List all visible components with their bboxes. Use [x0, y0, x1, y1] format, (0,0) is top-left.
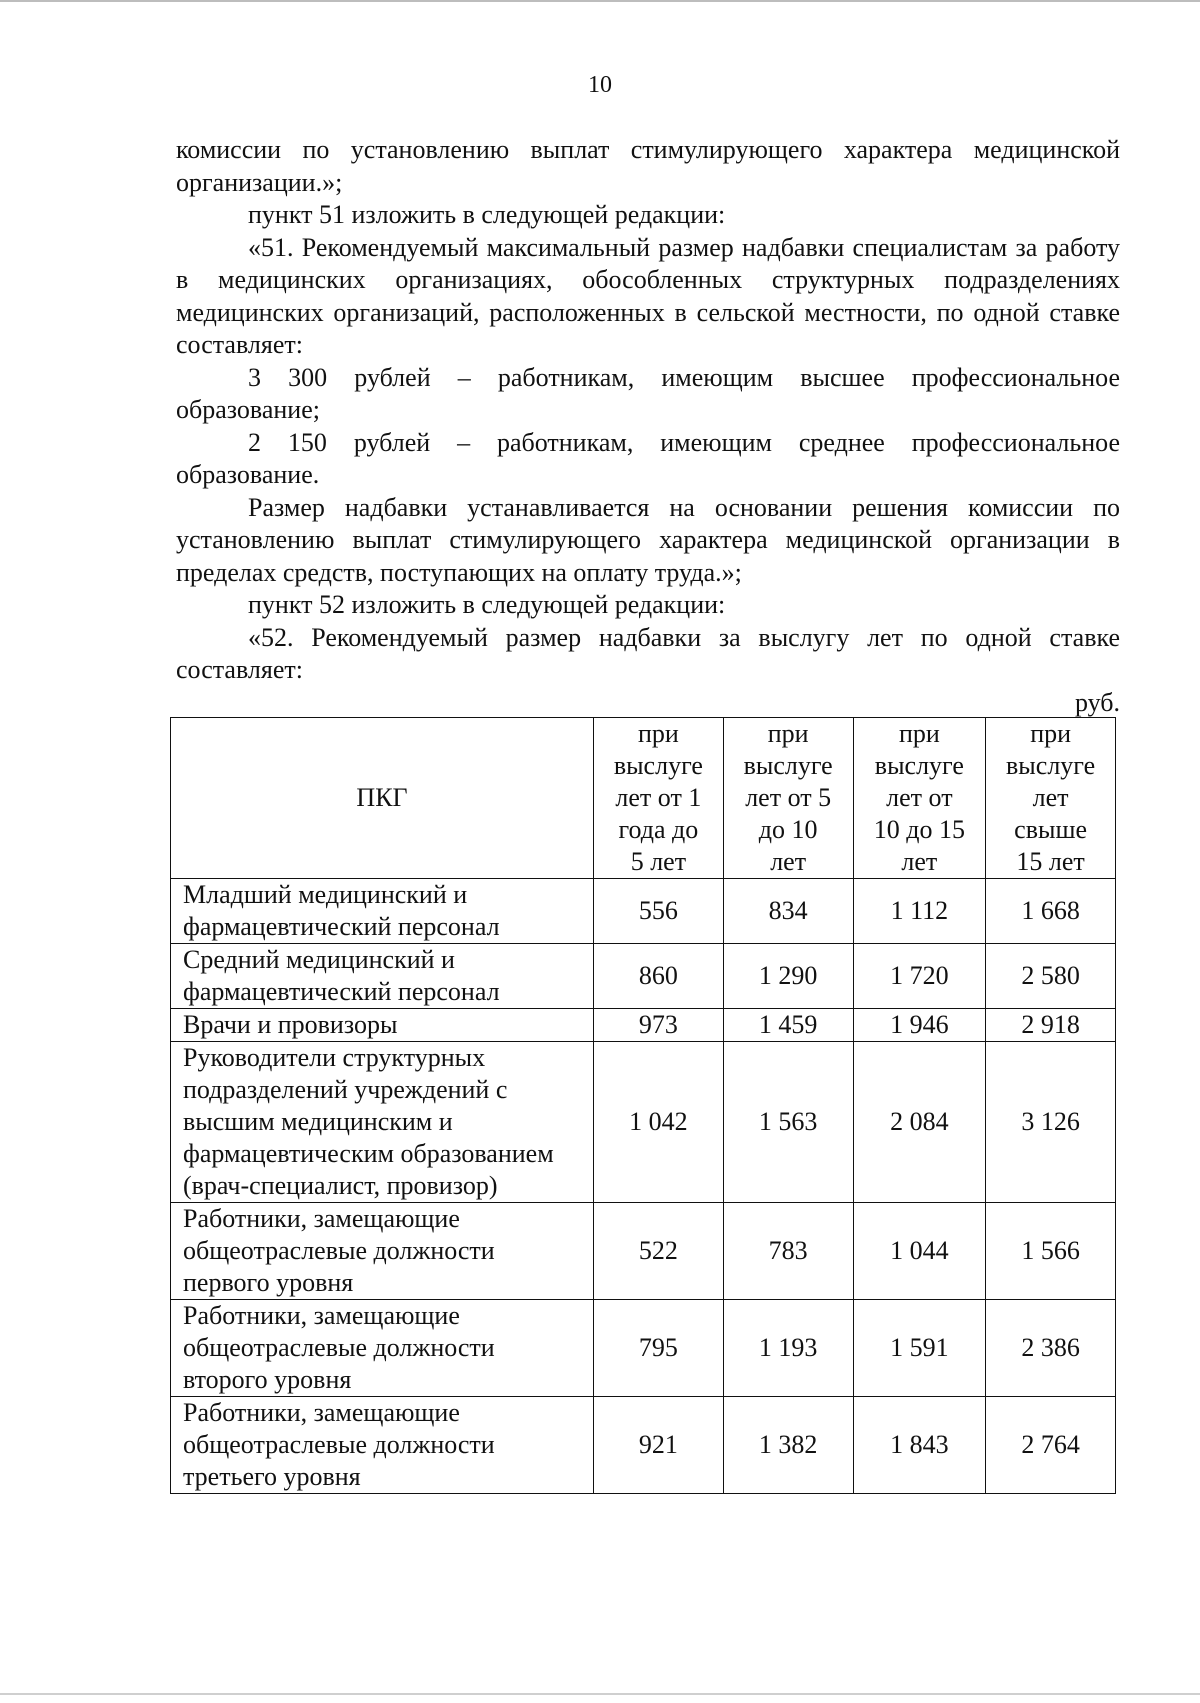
value-cell: 2 386: [986, 1300, 1116, 1397]
header-period-5-10: [723, 718, 853, 879]
header-line: года до: [618, 815, 699, 844]
value-cell: 556: [594, 879, 724, 944]
bottom-border-line: [0, 1693, 1200, 1695]
paragraph: пункт 52 изложить в следующей редакции:: [248, 590, 726, 619]
value-cell: 973: [594, 1009, 724, 1042]
category-line: фармацевтическим образованием: [183, 1139, 554, 1168]
header-line: при: [637, 719, 679, 748]
category-cell: [171, 1397, 594, 1494]
paragraph: комиссии по установлению выплат стимулирующего характера медицинской организации.»;: [176, 135, 1120, 197]
header-line: лет: [1032, 783, 1069, 812]
category-line: Младший медицинский и: [183, 880, 468, 909]
category-cell: [171, 879, 594, 944]
value-cell: 860: [594, 944, 724, 1009]
header-line: лет: [770, 847, 807, 876]
value-cell: 1 843: [853, 1397, 986, 1494]
category-line: Работники, замещающие: [183, 1301, 460, 1330]
category-line: фармацевтический персонал: [183, 912, 500, 941]
category-cell: [171, 1203, 594, 1300]
document-body: [176, 134, 1120, 687]
category-line: фармацевтический персонал: [183, 977, 500, 1006]
seniority-allowance-table: [170, 717, 1116, 1494]
value-cell: 1 459: [723, 1009, 853, 1042]
value-cell: 1 044: [853, 1203, 986, 1300]
table-row: [171, 1203, 1116, 1300]
value-cell: 2 918: [986, 1009, 1116, 1042]
value-cell: 834: [723, 879, 853, 944]
value-cell: 1 591: [853, 1300, 986, 1397]
category-line: Врачи и провизоры: [183, 1010, 398, 1039]
table-row: [171, 1042, 1116, 1203]
header-period-1-5: [594, 718, 724, 879]
header-line: выслуге: [613, 751, 703, 780]
table-body: [171, 879, 1116, 1494]
category-line: Руководители структурных: [183, 1043, 486, 1072]
table-row: [171, 879, 1116, 944]
paragraph: пункт 51 изложить в следующей редакции:: [248, 200, 726, 229]
header-line: лет от: [886, 783, 953, 812]
header-line: 15 лет: [1016, 847, 1085, 876]
value-cell: 1 042: [594, 1042, 724, 1203]
value-cell: 795: [594, 1300, 724, 1397]
table-row: [171, 944, 1116, 1009]
value-cell: 1 112: [853, 879, 986, 944]
paragraph: «51. Рекомендуемый максимальный размер надбавки специалистам за работу в медицинских организациях, обособленных структурных подразделениях медицинских организаций, расположенных в сельской местности, по одной ставке составляет:: [176, 232, 1120, 359]
value-cell: 2 764: [986, 1397, 1116, 1494]
category-cell: [171, 1009, 594, 1042]
header-line: лет от 1: [615, 783, 702, 812]
header-pkg: ПКГ: [171, 718, 594, 879]
value-cell: 1 290: [723, 944, 853, 1009]
category-line: общеотраслевые должности: [183, 1333, 495, 1362]
category-line: (врач-специалист, провизор): [183, 1171, 498, 1200]
header-line: выслуге: [874, 751, 964, 780]
value-cell: 921: [594, 1397, 724, 1494]
category-line: Работники, замещающие: [183, 1204, 460, 1233]
paragraph: «52. Рекомендуемый размер надбавки за выслугу лет по одной ставке составляет:: [176, 622, 1120, 684]
header-line: выслуге: [743, 751, 833, 780]
header-line: при: [1030, 719, 1072, 748]
paragraph: 2 150 рублей – работникам, имеющим среднее профессиональное образование.: [176, 427, 1120, 489]
value-cell: 1 946: [853, 1009, 986, 1042]
category-line: первого уровня: [183, 1268, 354, 1297]
category-line: подразделений учреждений с: [183, 1075, 508, 1104]
top-border-line: [0, 0, 1200, 2]
header-line: при: [898, 719, 940, 748]
table-row: [171, 1300, 1116, 1397]
header-line: лет от 5: [745, 783, 832, 812]
value-cell: 1 668: [986, 879, 1116, 944]
table-unit-label: руб.: [1074, 688, 1120, 717]
category-line: Средний медицинский и: [183, 945, 455, 974]
header-line: 10 до 15: [873, 815, 965, 844]
value-cell: 1 566: [986, 1203, 1116, 1300]
page-number: 10: [588, 72, 612, 98]
category-line: общеотраслевые должности: [183, 1236, 495, 1265]
header-line: выслуге: [1006, 751, 1096, 780]
category-line: второго уровня: [183, 1365, 352, 1394]
header-line: до 10: [758, 815, 818, 844]
value-cell: 1 193: [723, 1300, 853, 1397]
value-cell: 522: [594, 1203, 724, 1300]
paragraph: Размер надбавки устанавливается на основании решения комиссии по установлению выплат стимулирующего характера медицинской организации в пределах средств, поступающих на оплату труда.»;: [176, 492, 1120, 587]
category-cell: [171, 1300, 594, 1397]
table-row: [171, 1397, 1116, 1494]
header-period-over-15: [986, 718, 1116, 879]
header-period-10-15: [853, 718, 986, 879]
header-line: при: [767, 719, 809, 748]
category-line: общеотраслевые должности: [183, 1430, 495, 1459]
category-line: третьего уровня: [183, 1462, 361, 1491]
category-line: Работники, замещающие: [183, 1398, 460, 1427]
header-line: 5 лет: [630, 847, 687, 876]
value-cell: 783: [723, 1203, 853, 1300]
value-cell: 3 126: [986, 1042, 1116, 1203]
category-line: высшим медицинским и: [183, 1107, 453, 1136]
value-cell: 1 563: [723, 1042, 853, 1203]
table-row: [171, 1009, 1116, 1042]
table-header-row: [171, 718, 1116, 879]
value-cell: 1 720: [853, 944, 986, 1009]
value-cell: 2 084: [853, 1042, 986, 1203]
header-line: свыше: [1014, 815, 1088, 844]
paragraph: 3 300 рублей – работникам, имеющим высшее профессиональное образование;: [176, 362, 1120, 424]
header-line: лет: [901, 847, 938, 876]
category-cell: [171, 1042, 594, 1203]
value-cell: 1 382: [723, 1397, 853, 1494]
value-cell: 2 580: [986, 944, 1116, 1009]
category-cell: [171, 944, 594, 1009]
